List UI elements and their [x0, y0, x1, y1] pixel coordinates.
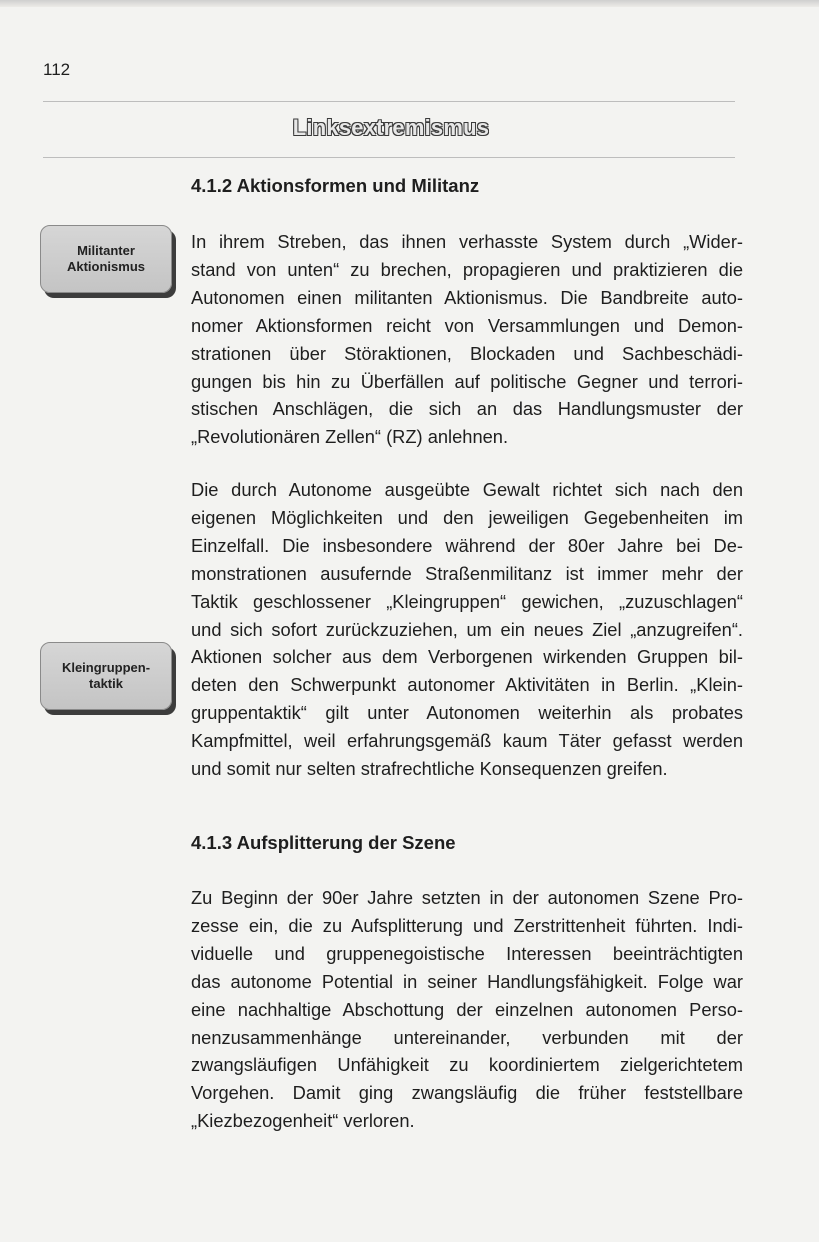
text-line: und somit nur selten strafrechtliche Konsequenzen greifen.	[191, 758, 668, 780]
paragraph-aufsplitterung	[191, 884, 743, 1135]
text-line: das autonome Potential in seiner Handlungsfähigkeit. Folge war	[191, 970, 743, 992]
text-line: gruppentaktik“ gilt unter Autonomen weiterhin als probates	[191, 702, 743, 724]
margin-note-text: Kleingruppen-taktik	[61, 660, 151, 691]
text-line: eine nachhaltige Abschottung der einzelnen autonomen Perso-	[191, 998, 743, 1020]
section-heading-4-1-2: 4.1.2 Aktionsformen und Militanz	[191, 175, 480, 196]
text-line: stischen Anschlägen, die sich an das Handlungsmuster der	[191, 398, 743, 420]
text-line: zwangsläufigen Unfähigkeit zu koordiniertem zielgerichtetem	[191, 1054, 743, 1076]
text-line: gungen bis hin zu Überfällen auf politische Gegner und terrori-	[191, 370, 743, 392]
section-heading-4-1-3: 4.1.3 Aufsplitterung der Szene	[191, 832, 456, 853]
text-line: Taktik geschlossener „Kleingruppen“ gewichen, „zuzuschlagen“	[191, 590, 743, 612]
text-line: Die durch Autonome ausgeübte Gewalt richtet sich nach den	[191, 479, 743, 500]
paragraph-gewalt	[191, 476, 743, 783]
margin-note-kleingruppentaktik	[40, 642, 172, 710]
page-number: 112	[43, 60, 71, 79]
text-line: stand von unten“ zu brechen, propagieren und praktizieren die	[191, 258, 743, 280]
chapter-title: Linksextremismus	[292, 115, 490, 140]
text-line: „Kiezbezogenheit“ verloren.	[191, 1110, 415, 1132]
text-line: nenzusammenhänge untereinander, verbunden mit der	[191, 1026, 743, 1048]
text-line: monstrationen ausufernde Straßenmilitanz ist immer mehr der	[191, 562, 743, 584]
text-line: Vorgehen. Damit ging zwangsläufig die früher feststellbare	[191, 1082, 743, 1104]
page-top-edge	[0, 0, 819, 7]
text-line: deten den Schwerpunkt autonomer Aktivitäten in Berlin. „Klein-	[191, 674, 743, 696]
text-line: strationen über Störaktionen, Blockaden und Sachbeschädi-	[191, 342, 743, 364]
text-line: und sich sofort zurückzuziehen, um ein neues Ziel „anzugreifen“.	[191, 618, 743, 640]
margin-note-militanter-aktionismus	[40, 225, 172, 293]
text-line: „Revolutionären Zellen“ (RZ) anlehnen.	[191, 426, 509, 448]
text-line: zesse ein, die zu Aufsplitterung und Zerstrittenheit führten. Indi-	[191, 914, 743, 936]
text-line: Kampfmittel, weil erfahrungsgemäß kaum Täter gefasst werden	[191, 730, 743, 752]
paragraph-aktionsformen	[191, 228, 743, 451]
text-line: Aktionen solcher aus dem Verborgenen wirkenden Gruppen bil-	[191, 646, 743, 668]
text-line: Autonomen einen militanten Aktionismus. Die Bandbreite auto-	[191, 286, 743, 308]
text-line: viduelle und gruppenegoistische Interessen beeinträchtigten	[191, 942, 743, 964]
text-line: Zu Beginn der 90er Jahre setzten in der autonomen Szene Pro-	[191, 887, 743, 908]
text-line: nomer Aktionsformen reicht von Versammlungen und Demon-	[191, 314, 743, 336]
margin-note-text: Militanter Aktionismus	[66, 243, 145, 274]
text-line: Einzelfall. Die insbesondere während der 80er Jahre bei De-	[191, 534, 743, 556]
header-rule-bottom	[43, 157, 735, 158]
header-rule-top	[43, 101, 735, 102]
text-line: In ihrem Streben, das ihnen verhasste System durch „Wider-	[191, 231, 743, 252]
text-line: eigenen Möglichkeiten und den jeweiligen Gegebenheiten im	[191, 506, 743, 528]
